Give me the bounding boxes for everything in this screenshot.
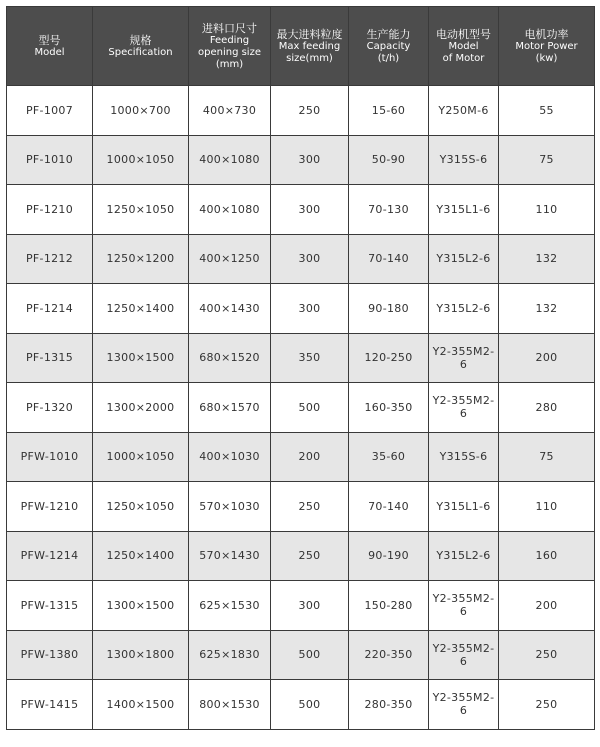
table-cell: 250 [499,630,595,680]
column-header-en: Model [34,46,65,58]
spec-table [6,6,595,730]
table-cell: 800×1530 [189,680,271,730]
table-cell: 90-190 [349,531,429,581]
column-header-zh: 规格 [129,33,152,47]
column-header-en: Feeding [209,34,250,46]
column-header [7,7,93,86]
table-cell: 200 [499,581,595,631]
column-header-en: size(mm) [286,52,333,64]
table-cell: 250 [271,482,349,532]
table-cell: 300 [271,234,349,284]
column-header-en: Specification [108,46,173,58]
table-cell: 75 [499,432,595,482]
table-cell: Y2-355M2-6 [429,333,499,383]
column-header-zh: 型号 [38,33,61,47]
table-cell: 570×1030 [189,482,271,532]
column-header-en: Max feeding [278,40,341,52]
table-cell: Y315L2-6 [429,531,499,581]
table-cell: PFW-1315 [7,581,93,631]
table-cell: 1250×1200 [93,234,189,284]
table-row [7,333,595,383]
table-cell: PFW-1415 [7,680,93,730]
table-cell: 400×730 [189,86,271,136]
table-cell: PF-1007 [7,86,93,136]
table-cell: 1000×1050 [93,135,189,185]
table-cell: 1250×1400 [93,284,189,334]
column-header-zh: 最大进料粒度 [276,27,343,41]
table-row [7,581,595,631]
table-cell: 400×1430 [189,284,271,334]
table-cell: 570×1430 [189,531,271,581]
spec-table-container [6,6,594,730]
table-cell: Y315L1-6 [429,185,499,235]
table-cell: Y2-355M2-6 [429,630,499,680]
table-cell: Y315S-6 [429,135,499,185]
table-cell: Y315S-6 [429,432,499,482]
table-cell: 400×1250 [189,234,271,284]
table-cell: 90-180 [349,284,429,334]
table-cell: 160-350 [349,383,429,433]
table-cell: 300 [271,135,349,185]
column-header-zh: 进料口尺寸 [202,21,257,35]
column-header-en: Capacity [366,40,411,52]
table-cell: Y2-355M2-6 [429,581,499,631]
table-cell: 50-90 [349,135,429,185]
table-cell: Y250M-6 [429,86,499,136]
table-cell: 70-140 [349,234,429,284]
column-header-en: (kw) [535,52,558,64]
column-header-en: Motor Power [515,40,578,52]
table-cell: Y2-355M2-6 [429,383,499,433]
table-cell: 680×1520 [189,333,271,383]
table-cell: 500 [271,680,349,730]
table-cell: 500 [271,383,349,433]
table-cell: 200 [499,333,595,383]
table-row [7,482,595,532]
table-row [7,383,595,433]
table-cell: PF-1214 [7,284,93,334]
table-cell: 70-140 [349,482,429,532]
table-cell: 75 [499,135,595,185]
table-cell: 120-250 [349,333,429,383]
table-cell: 400×1080 [189,135,271,185]
table-cell: 250 [499,680,595,730]
table-cell: 1250×1050 [93,185,189,235]
table-body [7,86,595,730]
table-cell: PF-1210 [7,185,93,235]
table-cell: 110 [499,185,595,235]
column-header-zh: 电动机型号 [436,27,491,41]
table-row [7,531,595,581]
table-row [7,630,595,680]
table-cell: 500 [271,630,349,680]
table-cell: 400×1030 [189,432,271,482]
table-cell: 55 [499,86,595,136]
table-cell: 150-280 [349,581,429,631]
table-cell: PF-1315 [7,333,93,383]
column-header-en: (mm) [215,58,244,70]
table-cell: 250 [271,531,349,581]
table-cell: PFW-1210 [7,482,93,532]
table-cell: 1300×1800 [93,630,189,680]
column-header-zh: 生产能力 [366,27,411,41]
table-cell: 1300×1500 [93,581,189,631]
table-cell: 160 [499,531,595,581]
table-row [7,86,595,136]
table-cell: 15-60 [349,86,429,136]
table-cell: 350 [271,333,349,383]
table-cell: PF-1212 [7,234,93,284]
table-cell: Y315L2-6 [429,284,499,334]
table-header [7,7,595,86]
table-cell: 1300×1500 [93,333,189,383]
table-cell: PF-1320 [7,383,93,433]
table-cell: 1300×2000 [93,383,189,433]
column-header [499,7,595,86]
header-row [7,7,595,86]
table-cell: 132 [499,234,595,284]
table-cell: Y315L2-6 [429,234,499,284]
column-header [429,7,499,86]
column-header-en: Model [448,40,479,52]
table-cell: 300 [271,185,349,235]
column-header [349,7,429,86]
table-cell: 70-130 [349,185,429,235]
table-cell: 280 [499,383,595,433]
column-header [271,7,349,86]
table-row [7,135,595,185]
table-cell: 220-350 [349,630,429,680]
column-header-zh: 电机功率 [524,27,569,41]
table-cell: 250 [271,86,349,136]
table-cell: PFW-1010 [7,432,93,482]
table-cell: Y2-355M2-6 [429,680,499,730]
table-cell: PFW-1214 [7,531,93,581]
table-cell: 1250×1050 [93,482,189,532]
table-cell: 1400×1500 [93,680,189,730]
table-cell: 400×1080 [189,185,271,235]
table-cell: 200 [271,432,349,482]
table-cell: 1250×1400 [93,531,189,581]
table-cell: 625×1530 [189,581,271,631]
table-cell: 110 [499,482,595,532]
table-cell: 680×1570 [189,383,271,433]
table-row [7,284,595,334]
table-cell: Y315L1-6 [429,482,499,532]
table-row [7,432,595,482]
column-header [189,7,271,86]
table-cell: 1000×1050 [93,432,189,482]
table-cell: 300 [271,284,349,334]
table-cell: PF-1010 [7,135,93,185]
column-header-en: of Motor [442,52,485,64]
column-header [93,7,189,86]
table-cell: 300 [271,581,349,631]
table-cell: 35-60 [349,432,429,482]
table-row [7,185,595,235]
table-cell: 625×1830 [189,630,271,680]
table-cell: 1000×700 [93,86,189,136]
table-row [7,680,595,730]
column-header-en: (t/h) [377,52,400,64]
table-row [7,234,595,284]
table-cell: 280-350 [349,680,429,730]
table-cell: 132 [499,284,595,334]
table-cell: PFW-1380 [7,630,93,680]
column-header-en: opening size [198,46,261,58]
